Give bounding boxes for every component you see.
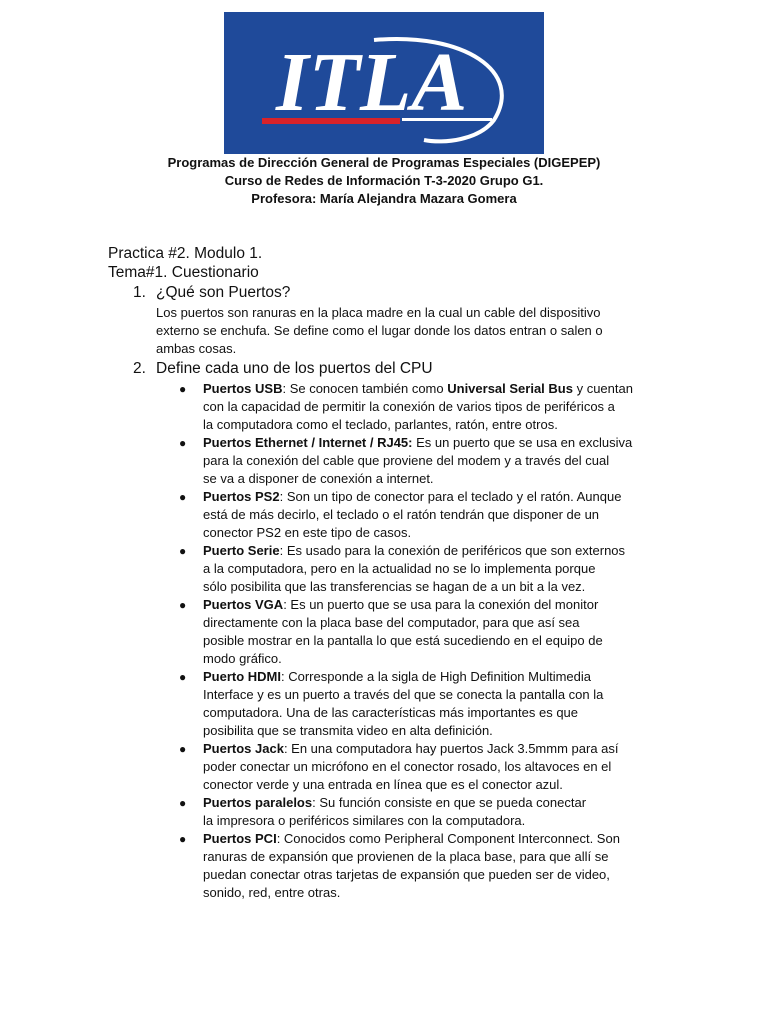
answer-line: ambas cosas. [156,341,237,356]
port-name: Puertos Jack [203,741,284,756]
port-description-line: Puertos Jack: En una computadora hay puertos Jack 3.5mmm para así [203,741,619,756]
port-description-line: Puertos USB: Se conocen también como Universal Serial Bus y cuentan [203,381,633,396]
itla-logo-graphic [224,12,544,154]
question-2 [108,359,668,378]
practice-title: Practica #2. Modulo 1. [108,245,263,262]
port-description-line: Puertos Ethernet / Internet / RJ45: Es un puerto que se usa en exclusiva [203,435,633,450]
port-name: Puertos PS2 [203,489,280,504]
port-description-line: posible mostrar en la pantalla lo que está sucediendo en el equipo de [203,633,603,648]
port-description-line: poder conectar un micrófono en el conector rosado, los altavoces en el [203,759,612,774]
port-item [108,488,668,542]
port-name: Puerto Serie [203,543,280,558]
question-number: 1. [133,284,146,301]
header-course: Curso de Redes de Información T-3-2020 Grupo G1. [224,173,544,188]
port-description-line: la computadora como el teclado, parlantes, ratón, entre otros. [203,417,558,432]
port-description-line: Interface y es un puerto a través del que se conecta la pantalla con la [203,687,604,702]
header-teacher: Profesora: María Alejandra Mazara Gomera [251,191,517,206]
port-item [108,794,668,830]
port-name: Puerto HDMI [203,669,281,684]
bullet-icon: ● [179,382,187,396]
port-description-line: se va a disponer de conexión a internet. [203,471,434,486]
port-item [108,542,668,596]
port-description-line: directamente con la placa base del computador, para que así sea [203,615,580,630]
bullet-icon: ● [179,598,187,612]
port-name: Puertos VGA [203,597,284,612]
document-header [100,154,668,208]
port-item [108,740,668,794]
port-description-line: ranuras de expansión que provienen de la placa base, para que allí se [203,849,609,864]
port-item [108,596,668,668]
port-description-line: para la conexión del cable que proviene del modem y a través del cual [203,453,610,468]
port-name: Puertos USB [203,381,283,396]
answer-line: Los puertos son ranuras en la placa madre en la cual un cable del dispositivo [156,305,601,320]
bullet-icon: ● [179,832,187,846]
logo-text: ITLA [276,36,468,129]
port-description-line: Puerto HDMI: Corresponde a la sigla de High Definition Multimedia [203,669,591,684]
bullet-icon: ● [179,796,187,810]
bullet-icon: ● [179,670,187,684]
port-description-line: la impresora o periféricos similares con la computadora. [203,813,526,828]
port-description-line: a la computadora, pero en la actualidad no se lo implementa porque [203,561,596,576]
bullet-icon: ● [179,544,187,558]
header-program: Programas de Dirección General de Programas Especiales (DIGEPEP) [167,155,601,170]
itla-logo [224,12,544,154]
port-description-line: está de más decirlo, el teclado o el ratón tendrán que disponer de un [203,507,600,522]
port-description-line: modo gráfico. [203,651,282,666]
bullet-icon: ● [179,742,187,756]
port-name: Puertos PCI [203,831,277,846]
port-description-line: conector PS2 en este tipo de casos. [203,525,412,540]
answer-line: externo se enchufa. Se define como el lugar donde los datos entran o salen o [156,323,603,338]
question-1 [108,283,668,302]
bullet-icon: ● [179,436,187,450]
bold-term: Universal Serial Bus [447,381,573,396]
question-text: Define cada uno de los puertos del CPU [156,360,433,377]
port-name: Puertos Ethernet / Internet / RJ45: [203,435,413,450]
ports-list [108,380,668,902]
port-description-line: posibilita que se transmita video en alta definición. [203,723,493,738]
port-description-line: con la capacidad de permitir la conexión de varios tipos de periféricos a [203,399,615,414]
port-description-line: Puerto Serie: Es usado para la conexión de periféricos que son externos [203,543,626,558]
port-item [108,434,668,488]
port-description-line: sonido, red, entre otras. [203,885,341,900]
port-item [108,380,668,434]
port-description-line: computadora. Una de las características más importantes es que [203,705,579,720]
port-description-line: Puertos paralelos: Su función consiste en que se pueda conectar [203,795,587,810]
answer-1 [108,304,668,358]
port-description-line: Puertos PCI: Conocidos como Peripheral Component Interconnect. Son [203,831,620,846]
question-text: ¿Qué son Puertos? [156,284,291,301]
port-description-line: Puertos PS2: Son un tipo de conector para el teclado y el ratón. Aunque [203,489,622,504]
bullet-icon: ● [179,490,187,504]
port-description-line: conector verde y una entrada en línea que es el conector azul. [203,777,563,792]
document-body [108,244,668,902]
topic-title: Tema#1. Cuestionario [108,264,259,281]
port-name: Puertos paralelos [203,795,313,810]
port-description-line: Puertos VGA: Es un puerto que se usa para la conexión del monitor [203,597,599,612]
port-item [108,668,668,740]
port-description-line: sólo posibilita que las transferencias se hagan de a un bit a la vez. [203,579,586,594]
port-description-line: puedan conectar otras tarjetas de expansión que pueden ser de video, [203,867,610,882]
port-item [108,830,668,902]
question-number: 2. [133,360,146,377]
